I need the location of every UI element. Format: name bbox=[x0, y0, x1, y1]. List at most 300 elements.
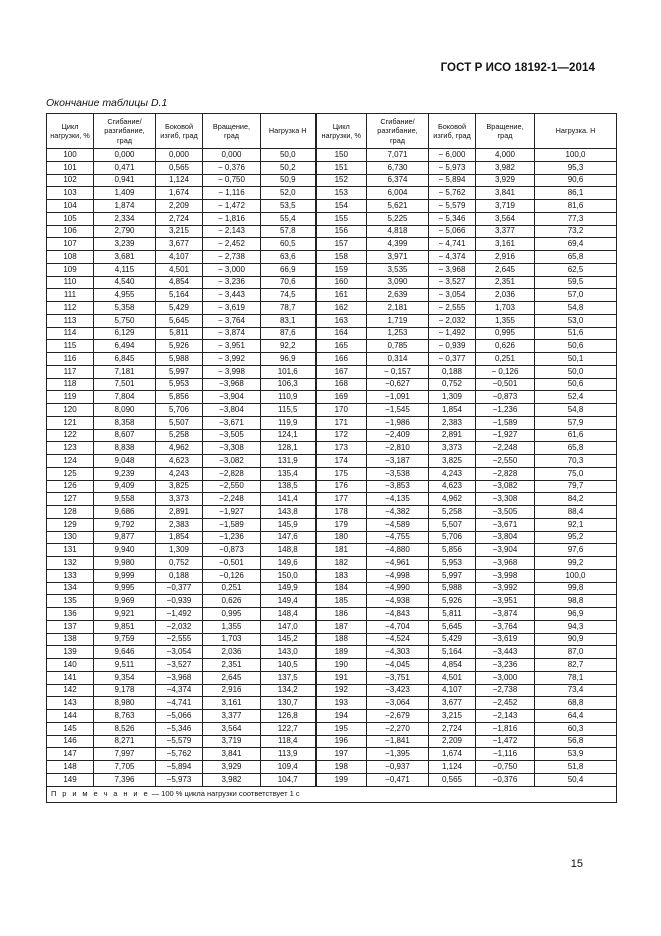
table-cell: −2,248 bbox=[476, 442, 535, 455]
table-cell: −5,762 bbox=[156, 748, 203, 761]
table-cell: 59,5 bbox=[535, 276, 617, 289]
table-cell: 159 bbox=[316, 263, 367, 276]
table-cell: 5,507 bbox=[156, 416, 203, 429]
table-cell: 114 bbox=[47, 327, 94, 340]
table-cell: − 2,452 bbox=[203, 238, 261, 251]
table-cell: 145 bbox=[47, 722, 94, 735]
table-cell: −3,874 bbox=[476, 608, 535, 621]
table-cell: 5,258 bbox=[156, 429, 203, 442]
table-cell: 101 bbox=[47, 161, 94, 174]
table-cell: 117 bbox=[47, 365, 94, 378]
table-cell: 66,9 bbox=[261, 263, 316, 276]
table-cell: −3,538 bbox=[367, 467, 429, 480]
table-cell: − 5,579 bbox=[429, 200, 476, 213]
table-cell: 9,980 bbox=[94, 557, 156, 570]
table-cell: 54,8 bbox=[535, 302, 617, 315]
table-cell: 50,0 bbox=[535, 365, 617, 378]
table-cell: −3,951 bbox=[476, 595, 535, 608]
table-cell: 112 bbox=[47, 302, 94, 315]
table-row bbox=[47, 302, 617, 315]
table-cell: − 3,968 bbox=[429, 263, 476, 276]
table-cell: 4,854 bbox=[429, 659, 476, 672]
table-cell: −4,382 bbox=[367, 506, 429, 519]
table-cell: 194 bbox=[316, 710, 367, 723]
table-cell: 7,705 bbox=[94, 761, 156, 774]
table-cell: −3,904 bbox=[203, 391, 261, 404]
table-cell: −0,126 bbox=[203, 569, 261, 582]
table-row bbox=[47, 608, 617, 621]
table-row bbox=[47, 748, 617, 761]
table-cell: −3,082 bbox=[203, 455, 261, 468]
table-cell: 60,3 bbox=[535, 722, 617, 735]
table-caption: Окончание таблицы D.1 bbox=[46, 97, 168, 109]
table-cell: −0,471 bbox=[367, 773, 429, 786]
table-cell: −1,927 bbox=[203, 506, 261, 519]
table-cell: 3,373 bbox=[156, 493, 203, 506]
table-cell: 68,8 bbox=[535, 697, 617, 710]
table-cell: −0,501 bbox=[476, 378, 535, 391]
table-cell: 2,724 bbox=[156, 212, 203, 225]
table-cell: −2,679 bbox=[367, 710, 429, 723]
table-row bbox=[47, 582, 617, 595]
table-cell: 5,811 bbox=[156, 327, 203, 340]
table-cell: 106,3 bbox=[261, 378, 316, 391]
table-cell: 121 bbox=[47, 416, 94, 429]
table-cell: 188 bbox=[316, 633, 367, 646]
table-cell: 0,752 bbox=[429, 378, 476, 391]
table-row bbox=[47, 212, 617, 225]
table-cell: 100 bbox=[47, 149, 94, 162]
table-row bbox=[47, 416, 617, 429]
table-cell: 70,3 bbox=[535, 455, 617, 468]
table-cell: 150 bbox=[316, 149, 367, 162]
table-cell: 185 bbox=[316, 595, 367, 608]
table-row bbox=[47, 161, 617, 174]
table-cell: −2,555 bbox=[156, 633, 203, 646]
table-cell: 9,851 bbox=[94, 620, 156, 633]
table-cell: 64,4 bbox=[535, 710, 617, 723]
table-cell: 149,6 bbox=[261, 557, 316, 570]
table-cell: 178 bbox=[316, 506, 367, 519]
table-cell: 119,9 bbox=[261, 416, 316, 429]
table-cell: 134,2 bbox=[261, 684, 316, 697]
table-row bbox=[47, 263, 617, 276]
table-cell: 53,5 bbox=[261, 200, 316, 213]
table-cell: 152 bbox=[316, 174, 367, 187]
table-cell: −3,187 bbox=[367, 455, 429, 468]
table-cell: 53,0 bbox=[535, 314, 617, 327]
table-cell: 8,358 bbox=[94, 416, 156, 429]
table-cell: −3,853 bbox=[367, 480, 429, 493]
table-cell: 132 bbox=[47, 557, 94, 570]
table-cell: 5,621 bbox=[367, 200, 429, 213]
table-cell: −3,764 bbox=[476, 620, 535, 633]
table-cell: −5,346 bbox=[156, 722, 203, 735]
table-cell: 187 bbox=[316, 620, 367, 633]
table-cell: 122 bbox=[47, 429, 94, 442]
table-cell: − 4,374 bbox=[429, 251, 476, 264]
table-cell: 115 bbox=[47, 340, 94, 353]
table-cell: 151 bbox=[316, 161, 367, 174]
table-cell: 1,703 bbox=[476, 302, 535, 315]
table-cell: −1,472 bbox=[476, 735, 535, 748]
table-cell: 4,540 bbox=[94, 276, 156, 289]
table-cell: 1,124 bbox=[156, 174, 203, 187]
table-cell: 197 bbox=[316, 748, 367, 761]
table-cell: 5,164 bbox=[429, 646, 476, 659]
table-cell: 143 bbox=[47, 697, 94, 710]
table-row bbox=[47, 518, 617, 531]
table-cell: 9,686 bbox=[94, 506, 156, 519]
table-cell: −3,527 bbox=[156, 659, 203, 672]
table-cell: 153 bbox=[316, 187, 367, 200]
table-row bbox=[47, 404, 617, 417]
table-cell: 5,997 bbox=[429, 569, 476, 582]
table-cell: 69,4 bbox=[535, 238, 617, 251]
table-cell: 161 bbox=[316, 289, 367, 302]
table-cell: −3,904 bbox=[476, 544, 535, 557]
table-cell: 2,916 bbox=[476, 251, 535, 264]
table-cell: 3,719 bbox=[476, 200, 535, 213]
table-cell: 0,188 bbox=[156, 569, 203, 582]
table-cell: 135 bbox=[47, 595, 94, 608]
table-cell: 174 bbox=[316, 455, 367, 468]
table-row bbox=[47, 761, 617, 774]
table-cell: −4,961 bbox=[367, 557, 429, 570]
table-row bbox=[47, 327, 617, 340]
column-header: Боковой изгиб, град bbox=[156, 114, 203, 149]
table-cell: −3,423 bbox=[367, 684, 429, 697]
table-cell: 87,0 bbox=[535, 646, 617, 659]
table-cell: 50,6 bbox=[535, 378, 617, 391]
table-cell: − 3,998 bbox=[203, 365, 261, 378]
table-cell: −4,303 bbox=[367, 646, 429, 659]
table-cell: 111 bbox=[47, 289, 94, 302]
table-cell: 4,501 bbox=[429, 671, 476, 684]
table-row bbox=[47, 633, 617, 646]
table-cell: −3,505 bbox=[476, 506, 535, 519]
table-cell: 110,9 bbox=[261, 391, 316, 404]
table-cell: 0,000 bbox=[156, 149, 203, 162]
table-row bbox=[47, 225, 617, 238]
table-cell: 2,891 bbox=[156, 506, 203, 519]
table-cell: −3,968 bbox=[203, 378, 261, 391]
table-cell: 131 bbox=[47, 544, 94, 557]
table-cell: 141 bbox=[47, 671, 94, 684]
table-cell: 5,645 bbox=[429, 620, 476, 633]
table-cell: 0,314 bbox=[367, 353, 429, 366]
table-cell: −5,894 bbox=[156, 761, 203, 774]
table-cell: −0,627 bbox=[367, 378, 429, 391]
table-cell: 142 bbox=[47, 684, 94, 697]
table-cell: 78,1 bbox=[535, 671, 617, 684]
table-cell: 156 bbox=[316, 225, 367, 238]
table-cell: 7,181 bbox=[94, 365, 156, 378]
table-cell: −5,973 bbox=[156, 773, 203, 786]
table-cell: 2,209 bbox=[429, 735, 476, 748]
table-cell: 198 bbox=[316, 761, 367, 774]
table-cell: 62,5 bbox=[535, 263, 617, 276]
table-cell: 3,841 bbox=[203, 748, 261, 761]
table-cell: 131,9 bbox=[261, 455, 316, 468]
table-cell: 1,703 bbox=[203, 633, 261, 646]
table-cell: 8,838 bbox=[94, 442, 156, 455]
table-cell: 2,334 bbox=[94, 212, 156, 225]
table-cell: 86,1 bbox=[535, 187, 617, 200]
table-cell: 9,239 bbox=[94, 467, 156, 480]
table-cell: 177 bbox=[316, 493, 367, 506]
table-cell: 9,354 bbox=[94, 671, 156, 684]
table-cell: 57,8 bbox=[261, 225, 316, 238]
table-cell: 102 bbox=[47, 174, 94, 187]
table-cell: 6,845 bbox=[94, 353, 156, 366]
table-cell: −4,755 bbox=[367, 531, 429, 544]
table-cell: 128 bbox=[47, 506, 94, 519]
table-cell: −3,505 bbox=[203, 429, 261, 442]
table-cell: 4,623 bbox=[156, 455, 203, 468]
table-cell: 116 bbox=[47, 353, 94, 366]
table-cell: −3,968 bbox=[156, 671, 203, 684]
table-cell: −4,880 bbox=[367, 544, 429, 557]
table-cell: −2,828 bbox=[203, 467, 261, 480]
table-cell: −2,032 bbox=[156, 620, 203, 633]
table-cell: 9,999 bbox=[94, 569, 156, 582]
table-cell: 108 bbox=[47, 251, 94, 264]
table-row bbox=[47, 391, 617, 404]
table-cell: −1,236 bbox=[476, 404, 535, 417]
column-header: Вращение, град bbox=[476, 114, 535, 149]
table-cell: 181 bbox=[316, 544, 367, 557]
table-cell: 4,243 bbox=[156, 467, 203, 480]
table-cell: −0,873 bbox=[203, 544, 261, 557]
column-header: Нагрузка Н bbox=[261, 114, 316, 149]
table-cell: 2,383 bbox=[429, 416, 476, 429]
table-cell: −3,671 bbox=[476, 518, 535, 531]
table-cell: 107 bbox=[47, 238, 94, 251]
table-cell: 7,997 bbox=[94, 748, 156, 761]
table-cell: 52,4 bbox=[535, 391, 617, 404]
table-cell: 9,558 bbox=[94, 493, 156, 506]
table-cell: − 3,527 bbox=[429, 276, 476, 289]
table-cell: 3,090 bbox=[367, 276, 429, 289]
table-cell: 82,7 bbox=[535, 659, 617, 672]
column-header: Цикл нагрузки, % bbox=[316, 114, 367, 149]
table-cell: 138 bbox=[47, 633, 94, 646]
table-cell: 4,501 bbox=[156, 263, 203, 276]
table-row bbox=[47, 365, 617, 378]
table-cell: 160 bbox=[316, 276, 367, 289]
table-cell: 199 bbox=[316, 773, 367, 786]
table-cell: 9,921 bbox=[94, 608, 156, 621]
table-cell: −2,810 bbox=[367, 442, 429, 455]
table-cell: 50,6 bbox=[535, 340, 617, 353]
column-header: Сгибание/ разгибание, град bbox=[94, 114, 156, 149]
table-cell: − 3,000 bbox=[203, 263, 261, 276]
table-cell: −1,927 bbox=[476, 429, 535, 442]
table-cell: 9,995 bbox=[94, 582, 156, 595]
table-cell: 129 bbox=[47, 518, 94, 531]
table-cell: 1,309 bbox=[156, 544, 203, 557]
table-cell: 57,0 bbox=[535, 289, 617, 302]
table-cell: − 2,555 bbox=[429, 302, 476, 315]
table-cell: 3,929 bbox=[476, 174, 535, 187]
table-cell: 3,841 bbox=[476, 187, 535, 200]
table-cell: 3,564 bbox=[203, 722, 261, 735]
table-row bbox=[47, 697, 617, 710]
data-table bbox=[46, 113, 617, 803]
table-cell: 88,4 bbox=[535, 506, 617, 519]
table-cell: 5,429 bbox=[156, 302, 203, 315]
note-text: — 100 % цикла нагрузки соответствует 1 с bbox=[149, 789, 300, 799]
table-row bbox=[47, 340, 617, 353]
table-cell: 90,6 bbox=[535, 174, 617, 187]
table-cell: 84,2 bbox=[535, 493, 617, 506]
table-cell: 144 bbox=[47, 710, 94, 723]
table-cell: −4,998 bbox=[367, 569, 429, 582]
table-cell: − 3,443 bbox=[203, 289, 261, 302]
table-cell: 5,358 bbox=[94, 302, 156, 315]
table-cell: 3,239 bbox=[94, 238, 156, 251]
table-cell: 97,6 bbox=[535, 544, 617, 557]
table-cell: 149,4 bbox=[261, 595, 316, 608]
table-cell: 103 bbox=[47, 187, 94, 200]
table-cell: 5,953 bbox=[156, 378, 203, 391]
table-cell: 5,645 bbox=[156, 314, 203, 327]
table-cell: 171 bbox=[316, 416, 367, 429]
table-cell: 50,4 bbox=[535, 773, 617, 786]
table-cell: 3,971 bbox=[367, 251, 429, 264]
table-cell: − 2,032 bbox=[429, 314, 476, 327]
table-cell: − 5,346 bbox=[429, 212, 476, 225]
table-row bbox=[47, 149, 617, 162]
table-cell: − 3,992 bbox=[203, 353, 261, 366]
table-cell: 50,0 bbox=[261, 149, 316, 162]
table-cell: −4,938 bbox=[367, 595, 429, 608]
table-cell: − 0,939 bbox=[429, 340, 476, 353]
table-cell: 65,8 bbox=[535, 442, 617, 455]
table-cell: − 5,894 bbox=[429, 174, 476, 187]
table-cell: 146 bbox=[47, 735, 94, 748]
table-cell: 1,124 bbox=[429, 761, 476, 774]
table-cell: 5,953 bbox=[429, 557, 476, 570]
table-cell: −0,376 bbox=[476, 773, 535, 786]
table-cell: 143,0 bbox=[261, 646, 316, 659]
table-cell: −1,816 bbox=[476, 722, 535, 735]
table-cell: − 5,762 bbox=[429, 187, 476, 200]
table-row bbox=[47, 455, 617, 468]
table-cell: 150,0 bbox=[261, 569, 316, 582]
table-cell: 7,396 bbox=[94, 773, 156, 786]
table-cell: − 5,066 bbox=[429, 225, 476, 238]
table-cell: 5,926 bbox=[429, 595, 476, 608]
table-cell: − 0,377 bbox=[429, 353, 476, 366]
table-row bbox=[47, 506, 617, 519]
table-cell: 4,962 bbox=[429, 493, 476, 506]
table-cell: − 1,492 bbox=[429, 327, 476, 340]
table-row bbox=[47, 569, 617, 582]
note-label: П р и м е ч а н и е bbox=[51, 789, 150, 799]
table-cell: −3,308 bbox=[203, 442, 261, 455]
table-cell: −1,492 bbox=[156, 608, 203, 621]
table-cell: 196 bbox=[316, 735, 367, 748]
table-cell: −5,579 bbox=[156, 735, 203, 748]
table-cell: −5,066 bbox=[156, 710, 203, 723]
table-cell: 110 bbox=[47, 276, 94, 289]
table-cell: 73,2 bbox=[535, 225, 617, 238]
table-cell: 0,000 bbox=[94, 149, 156, 162]
table-cell: 3,161 bbox=[476, 238, 535, 251]
table-cell: 70,6 bbox=[261, 276, 316, 289]
standard-designation: ГОСТ Р ИСО 18192-1—2014 bbox=[440, 62, 595, 74]
table-cell: 5,856 bbox=[156, 391, 203, 404]
table-cell: 2,639 bbox=[367, 289, 429, 302]
table-cell: 9,646 bbox=[94, 646, 156, 659]
table-cell: 2,181 bbox=[367, 302, 429, 315]
table-cell: 2,351 bbox=[476, 276, 535, 289]
table-cell: 141,4 bbox=[261, 493, 316, 506]
table-row bbox=[47, 493, 617, 506]
table-cell: 2,724 bbox=[429, 722, 476, 735]
header-row bbox=[47, 114, 617, 149]
table-cell: − 3,236 bbox=[203, 276, 261, 289]
table-cell: −2,828 bbox=[476, 467, 535, 480]
table-row bbox=[47, 595, 617, 608]
table-cell: 4,115 bbox=[94, 263, 156, 276]
table-cell: 2,351 bbox=[203, 659, 261, 672]
table-cell: 166 bbox=[316, 353, 367, 366]
table-cell: 138,5 bbox=[261, 480, 316, 493]
table-cell: 4,107 bbox=[429, 684, 476, 697]
table-cell: 191 bbox=[316, 671, 367, 684]
table-cell: −3,443 bbox=[476, 646, 535, 659]
table-cell: − 0,376 bbox=[203, 161, 261, 174]
table-cell: 60,5 bbox=[261, 238, 316, 251]
table-cell: 104,7 bbox=[261, 773, 316, 786]
table-cell: 3,677 bbox=[156, 238, 203, 251]
table-cell: 50,1 bbox=[535, 353, 617, 366]
table-cell: −3,308 bbox=[476, 493, 535, 506]
table-cell: 98,8 bbox=[535, 595, 617, 608]
table-cell: 9,940 bbox=[94, 544, 156, 557]
table-cell: −0,873 bbox=[476, 391, 535, 404]
table-cell: 9,877 bbox=[94, 531, 156, 544]
table-cell: 1,854 bbox=[429, 404, 476, 417]
table-cell: 145,9 bbox=[261, 518, 316, 531]
table-cell: −4,741 bbox=[156, 697, 203, 710]
table-cell: 2,891 bbox=[429, 429, 476, 442]
page-number: 15 bbox=[570, 858, 583, 870]
table-row bbox=[47, 187, 617, 200]
table-row bbox=[47, 684, 617, 697]
table-cell: 99,8 bbox=[535, 582, 617, 595]
table-cell: 122,7 bbox=[261, 722, 316, 735]
table-cell: 2,916 bbox=[203, 684, 261, 697]
table-row bbox=[47, 710, 617, 723]
table-cell: 55,4 bbox=[261, 212, 316, 225]
table-cell: 6,004 bbox=[367, 187, 429, 200]
table-cell: 3,677 bbox=[429, 697, 476, 710]
table-cell: 0,626 bbox=[203, 595, 261, 608]
table-row bbox=[47, 378, 617, 391]
table-cell: 4,818 bbox=[367, 225, 429, 238]
table-cell: −1,236 bbox=[203, 531, 261, 544]
table-cell: 101,6 bbox=[261, 365, 316, 378]
table-cell: 3,564 bbox=[476, 212, 535, 225]
table-cell: 9,409 bbox=[94, 480, 156, 493]
table-cell: 95,2 bbox=[535, 531, 617, 544]
table-cell: 193 bbox=[316, 697, 367, 710]
table-cell: 99,2 bbox=[535, 557, 617, 570]
